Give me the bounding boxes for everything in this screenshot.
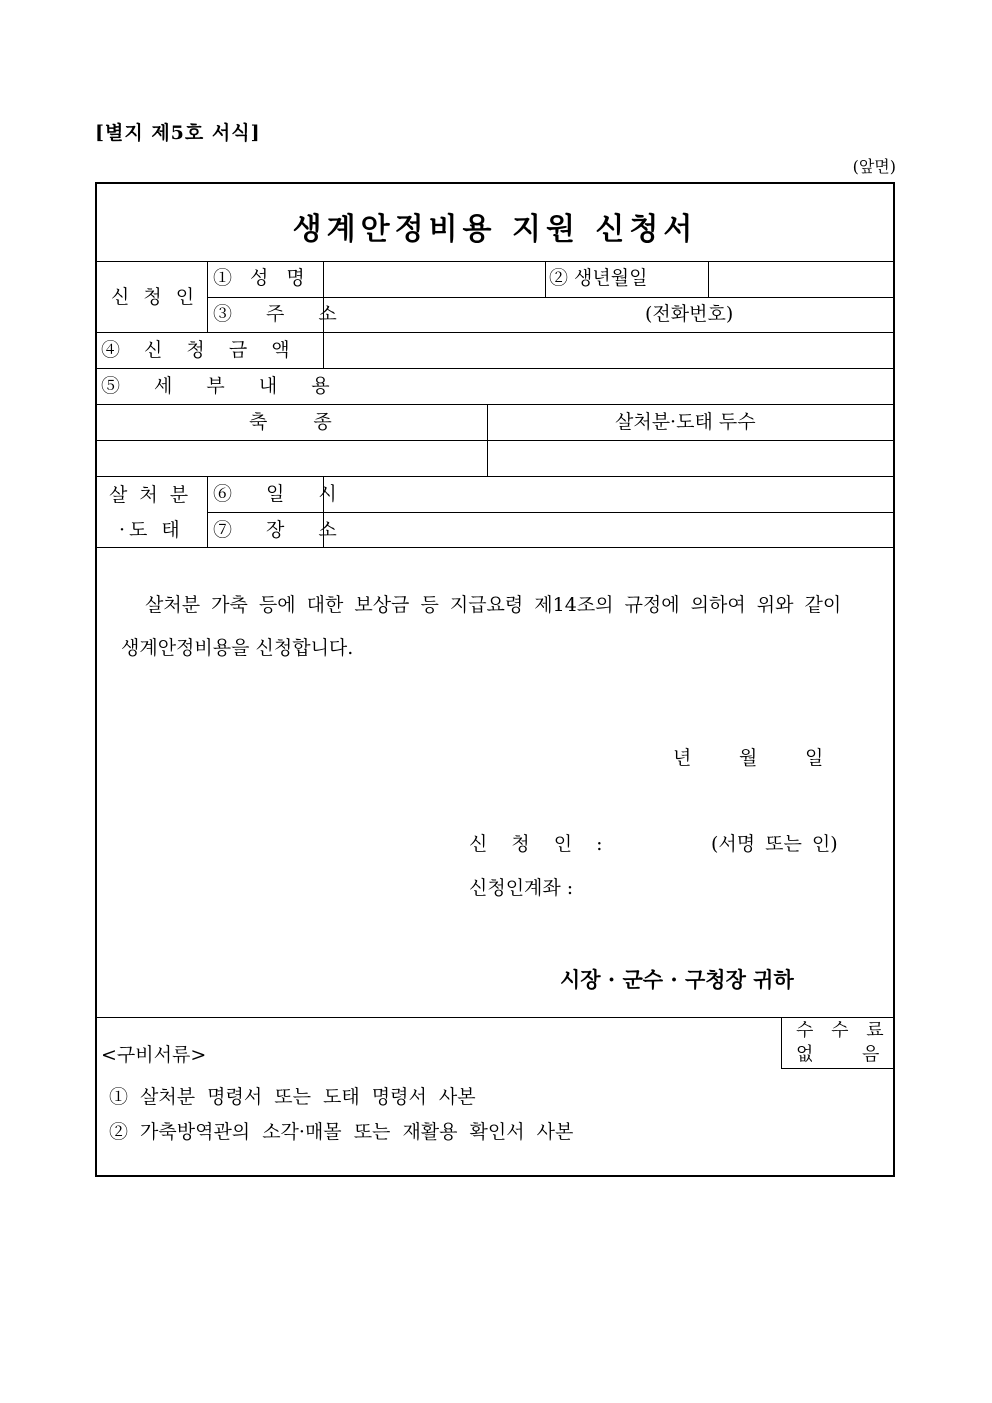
phone-label: (전화번호) xyxy=(645,303,734,325)
page-side-label: (앞면) xyxy=(852,157,896,176)
place-label: ⑦ 장 소 xyxy=(213,519,351,541)
divider xyxy=(97,547,893,548)
form-number-label: [별지 제5호 서식] xyxy=(95,122,261,144)
application-form xyxy=(95,182,895,1177)
divider xyxy=(97,476,893,477)
divider xyxy=(207,261,208,332)
date-year-label: 년 xyxy=(673,747,692,769)
date-month-label: 월 xyxy=(739,747,758,769)
species-column-header: 축 종 xyxy=(249,411,332,433)
signer-label: 신 청 인 : xyxy=(469,833,603,855)
place-field[interactable] xyxy=(325,514,891,546)
statement-line-2: 생계안정비용을 신청합니다. xyxy=(121,637,354,659)
divider xyxy=(97,368,893,369)
name-label: ① 성 명 xyxy=(213,267,311,289)
documents-heading: <구비서류> xyxy=(101,1044,207,1066)
species-field[interactable] xyxy=(99,442,485,475)
divider xyxy=(97,404,893,405)
applicant-section-label: 신 청 인 xyxy=(111,286,199,308)
statement-line-1: 살처분 가축 등에 대한 보상금 등 지급요령 제14조의 규정에 의하여 위와 같이 xyxy=(145,594,842,616)
divider xyxy=(97,261,893,262)
name-field[interactable] xyxy=(325,263,543,296)
amount-label: ④ 신 청 금 액 xyxy=(101,339,299,361)
divider xyxy=(207,476,208,547)
details-label: ⑤ 세 부 내 용 xyxy=(101,375,344,397)
amount-field[interactable] xyxy=(325,334,891,367)
divider xyxy=(97,1017,893,1018)
divider xyxy=(708,261,709,297)
datetime-label: ⑥ 일 시 xyxy=(213,483,351,505)
count-field[interactable] xyxy=(489,442,891,475)
signer-field[interactable] xyxy=(601,829,709,857)
count-column-header: 살처분·도태 두수 xyxy=(615,411,756,433)
address-field[interactable] xyxy=(325,298,891,331)
divider xyxy=(487,404,488,476)
fee-value-right: 음 xyxy=(862,1044,880,1065)
address-label: ③ 주 소 xyxy=(213,303,351,325)
birthdate-label: ② 생년월일 xyxy=(549,267,648,289)
divider xyxy=(545,261,546,297)
document-item-2: ② 가축방역관의 소각·매몰 또는 재활용 확인서 사본 xyxy=(109,1121,574,1143)
birthdate-field[interactable] xyxy=(710,263,892,296)
account-field[interactable] xyxy=(601,873,881,901)
fee-value-left: 없 xyxy=(796,1044,814,1065)
divider xyxy=(97,332,893,333)
disposal-label-line2: ·도 태 xyxy=(119,519,184,541)
sign-note: (서명 또는 인) xyxy=(711,833,838,855)
date-day-label: 일 xyxy=(805,747,824,769)
disposal-label-line1: 살 처 분 xyxy=(109,484,192,506)
divider xyxy=(97,440,893,441)
document-item-1: ① 살처분 명령서 또는 도태 명령서 사본 xyxy=(109,1086,476,1108)
account-label: 신청인계좌 : xyxy=(469,877,574,899)
addressee: 시장 · 군수 · 구청장 귀하 xyxy=(560,967,794,992)
datetime-field[interactable] xyxy=(325,478,891,511)
divider xyxy=(207,512,893,513)
fee-label: 수 수 료 xyxy=(796,1020,890,1041)
form-title: 생계안정비용 지원 신청서 xyxy=(292,212,698,247)
fee-box xyxy=(781,1017,895,1069)
